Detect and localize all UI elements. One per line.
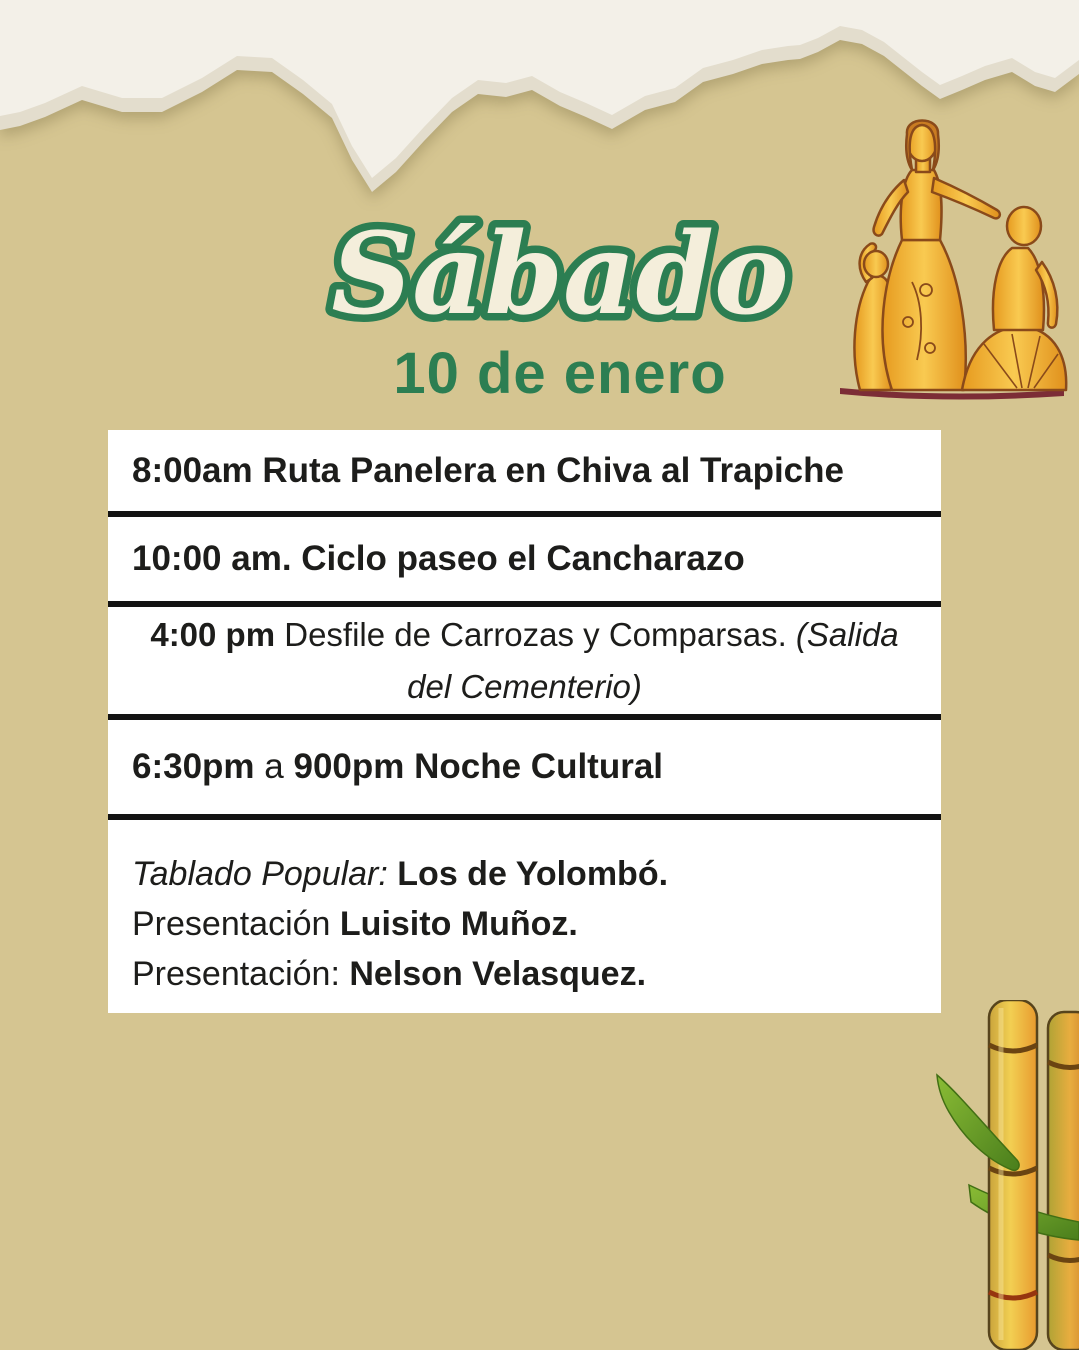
- event-time: 8:00am: [132, 450, 253, 490]
- statue-man-head: [1007, 207, 1041, 245]
- schedule-row-tablado-popular: [108, 820, 941, 1013]
- schedule-row-text: [132, 744, 663, 790]
- day-title: Sábado: [331, 209, 789, 340]
- schedule-row-ruta-panelera: [108, 430, 941, 517]
- event-artist: Luisito Muñoz.: [339, 904, 578, 943]
- schedule-row-text: [132, 536, 745, 582]
- date-subtitle: 10 de enero: [393, 341, 727, 406]
- event-label: Presentación: [132, 904, 340, 943]
- schedule-row-text: [132, 448, 844, 494]
- tablado-line: [132, 850, 668, 900]
- day-title-artwork: [270, 196, 850, 348]
- sugar-cane-illustration: [929, 1000, 1079, 1350]
- event-time: 4:00 pm: [150, 616, 276, 654]
- title-block: [270, 196, 850, 407]
- statue-woman-skirt: [883, 240, 966, 390]
- statue-man-torso: [993, 248, 1044, 330]
- golden-statue-illustration: [812, 92, 1077, 402]
- event-label: Presentación:: [132, 954, 350, 993]
- presentacion-line-1: [132, 900, 578, 950]
- event-title: 10:00 am. Ciclo paseo el Cancharazo: [132, 539, 745, 579]
- schedule-row-text: [132, 609, 917, 711]
- presentacion-line-2: [132, 950, 646, 1000]
- event-artist: Los de Yolombó.: [387, 855, 669, 893]
- cane-stalk-left: [989, 1000, 1037, 1350]
- cane-stalk-right: [1048, 1012, 1079, 1350]
- event-title: Ruta Panelera en Chiva al Trapiche: [252, 450, 844, 490]
- schedule-row-desfile: [108, 607, 941, 720]
- event-note: (Salida del Cementerio): [407, 616, 899, 705]
- event-artist: Nelson Velasquez.: [349, 954, 647, 993]
- statue-man-cloth: [962, 327, 1066, 390]
- event-title: 900pm Noche Cultural: [293, 747, 664, 787]
- schedule-row-ciclo-paseo: [108, 517, 941, 607]
- event-label: Tablado Popular:: [132, 855, 388, 893]
- event-connector: a: [254, 747, 294, 787]
- event-time: 6:30pm: [132, 747, 255, 787]
- event-title: Desfile de Carrozas y Comparsas.: [275, 616, 796, 654]
- schedule-row-noche-cultural: [108, 720, 941, 820]
- statue-child-head: [864, 251, 888, 277]
- schedule-panel: [108, 430, 941, 1013]
